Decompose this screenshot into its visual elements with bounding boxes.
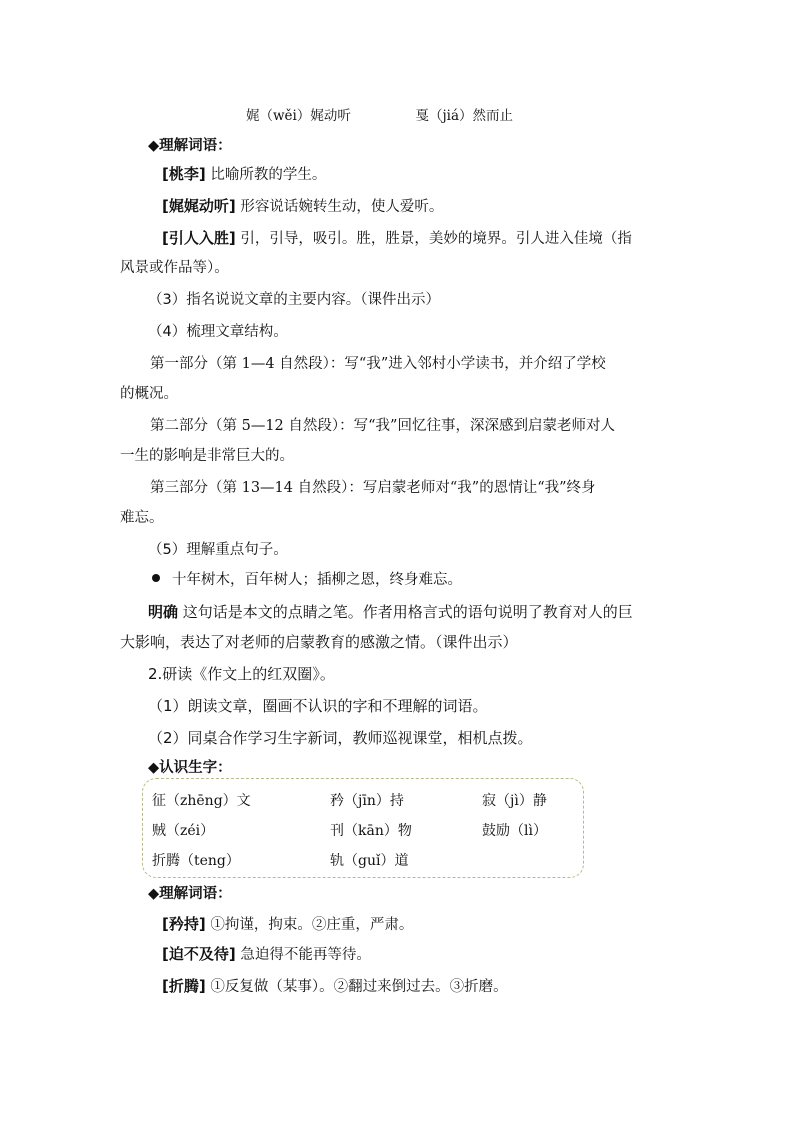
section-heading-understand-words-2: ◆理解词语： <box>148 885 232 902</box>
term-label: [矜持] <box>162 915 206 933</box>
study-2-title: 2.研读《作文上的红双圈》。 <box>148 665 335 683</box>
term-label: [桃李] <box>162 165 206 183</box>
term-label: [折腾] <box>162 977 206 995</box>
char-item: 寂（jì）静 <box>482 793 547 809</box>
term-definition: 比喻所教的学生。 <box>210 167 327 183</box>
part-1-line-2: 的概况。 <box>120 386 178 402</box>
term-definition: ①反复做（某事）。②翻过来倒过去。③折磨。 <box>210 979 508 995</box>
clarify-line-1 <box>148 602 633 622</box>
step-3: （3）指名说说文章的主要内容。（课件出示） <box>148 292 440 308</box>
char-item: 征（zhēng）文 <box>152 793 251 809</box>
term-definition: 急迫得不能再等待。 <box>240 947 371 963</box>
key-sentence-text: 十年树木，百年树人；插柳之恩，终身难忘。 <box>172 572 462 588</box>
char-item: 贼（zéi） <box>152 823 215 839</box>
term-row <box>162 944 371 965</box>
pinyin-item-jiaran: 戛（jiá）然而止 <box>415 108 514 124</box>
char-item: 折腾（teng） <box>152 853 240 869</box>
clarify-text: 这句话是本文的点睛之笔。作者用格言式的语句说明了教育对人的巨 <box>178 603 633 621</box>
part-1-line-1: 第一部分（第 1—4 自然段）：写“我”进入邻村小学读书，并介绍了学校 <box>150 356 606 372</box>
study-2-step-2: （2）同桌合作学习生字新词，教师巡视课堂，相机点拨。 <box>148 729 533 747</box>
clarify-label: 明确 <box>148 603 179 621</box>
part-3-line-1: 第三部分（第 13—14 自然段）：写启蒙老师对“我”的恩情让“我”终身 <box>150 480 596 496</box>
term-definition: 形容说话婉转生动，使人爱听。 <box>240 199 444 215</box>
term-row <box>162 976 508 997</box>
step-5: （5）理解重点句子。 <box>148 542 288 558</box>
study-2-step-1: （1）朗读文章，圈画不认识的字和不理解的词语。 <box>148 697 488 715</box>
part-2-line-2: 一生的影响是非常巨大的。 <box>120 448 294 464</box>
term-definition: ①拘谨，拘束。②庄重，严肃。 <box>210 917 414 933</box>
term-definition-continued: 风景或作品等）。 <box>120 260 229 276</box>
term-row <box>162 164 326 185</box>
char-item: 轨（guǐ）道 <box>330 853 409 869</box>
part-3-line-2: 难忘。 <box>120 510 164 526</box>
pinyin-item-weiwei: 娓（wěi）娓动听 <box>246 108 351 124</box>
step-4: （4）梳理文章结构。 <box>148 324 288 340</box>
section-heading-understand-words: ◆理解词语： <box>148 137 232 154</box>
section-heading-recognize-chars: ◆认识生字： <box>148 759 232 776</box>
char-item: 鼓励（lì） <box>482 823 547 839</box>
bullet-icon <box>152 574 160 582</box>
term-label: [娓娓动听] <box>162 197 236 215</box>
clarify-line-2: 大影响，表达了对老师的启蒙教育的感激之情。（课件出示） <box>120 633 518 651</box>
term-label: [迫不及待] <box>162 945 236 963</box>
char-item: 矜（jīn）持 <box>330 793 404 809</box>
part-2-line-1: 第二部分（第 5—12 自然段）：写“我”回忆往事，深深感到启蒙老师对人 <box>150 418 615 434</box>
term-row <box>162 914 413 935</box>
term-label: [引人入胜] <box>162 229 236 247</box>
term-row <box>162 228 632 249</box>
pinyin-line <box>246 104 516 124</box>
char-item: 刊（kān）物 <box>330 823 412 839</box>
term-definition: 引，引导，吸引。胜，胜景，美妙的境界。引人进入佳境（指 <box>240 231 632 247</box>
key-sentence <box>152 570 462 590</box>
term-row <box>162 196 443 217</box>
